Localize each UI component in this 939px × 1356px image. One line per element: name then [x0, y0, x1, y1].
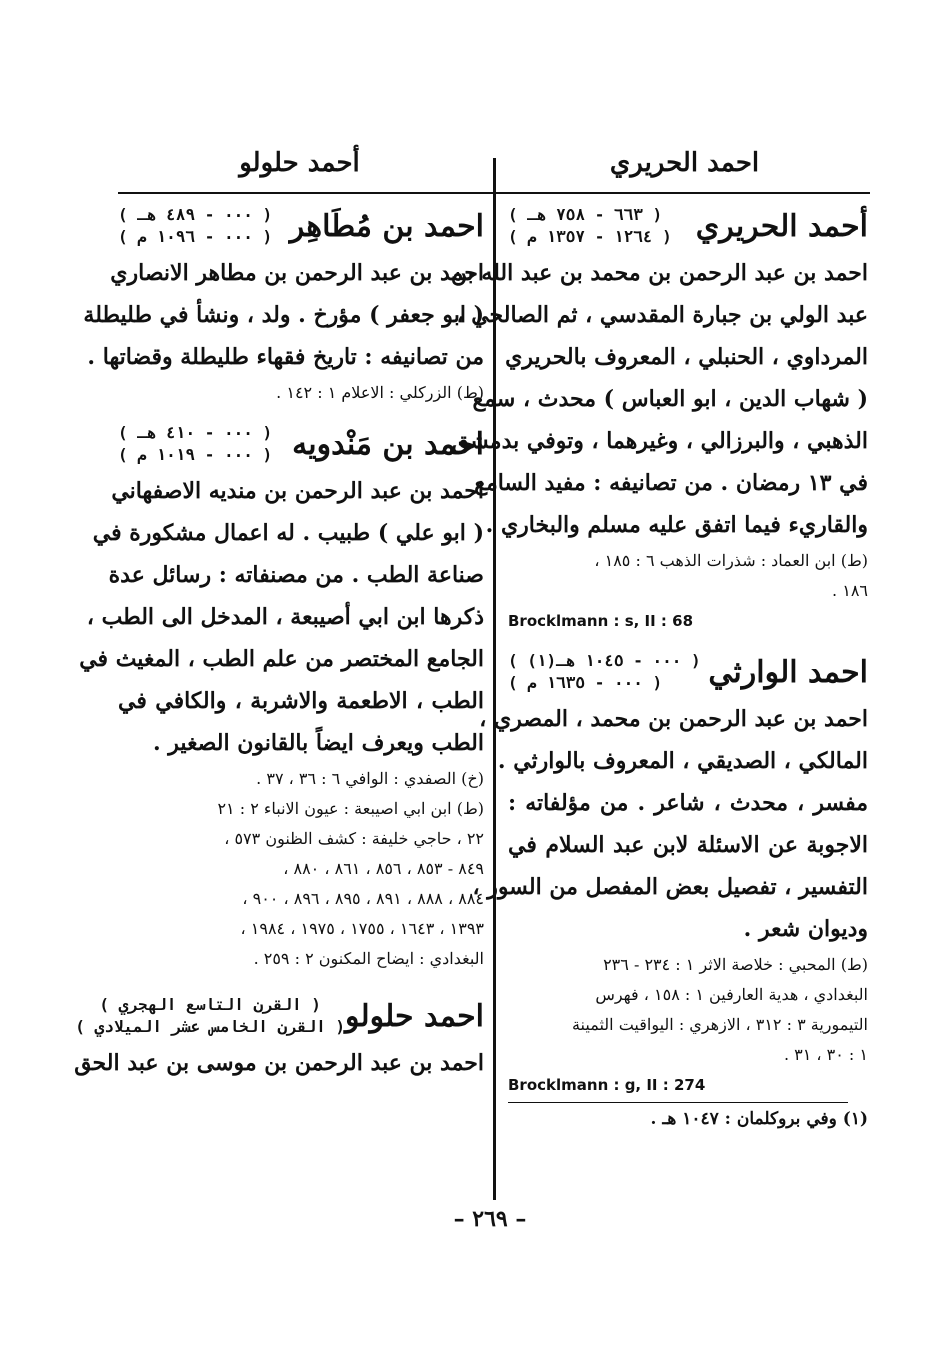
body-line: احمد بن عبد الرحمن بن موسى بن عبد الحق	[74, 1050, 484, 1076]
dates-gregorian: ( ٠٠٠ - ١٠١٩ م )	[118, 445, 273, 464]
entry-heading	[508, 204, 868, 248]
century-gregorian: ( القرن الخامس عشر الميلادي )	[75, 1017, 345, 1036]
reference-line: ٢٢ ، حاجي خليفة : كشف الظنون ٥٧٣ ،	[224, 829, 484, 848]
body-line: المرداوي ، الحنبلي ، المعروف بالحريري	[505, 344, 868, 370]
entry-dates	[508, 650, 701, 694]
header-right-title: احمد الحريري	[609, 148, 760, 178]
body-line: الاجوبة عن الاسئلة لابن عبد السلام في	[508, 832, 868, 858]
entry-body	[79, 470, 484, 764]
reference-line: (ط) ابن ابي اصيبعة : عيون الانباء ٢ : ٢١	[217, 799, 484, 818]
dates-hijri: ( ٠٠٠ - ٤٨٩ هـ )	[118, 205, 273, 224]
entry-heading	[508, 650, 868, 694]
page-number: – ٢٦٩ –	[453, 1206, 527, 1232]
latin-reference: Brocklmann : g, II : 274	[508, 1076, 706, 1094]
body-line: مفسر ، محدث ، شاعر . من مؤلفاته :	[508, 790, 868, 816]
body-line: ( ابو علي ) طبيب . له اعمال مشكورة في	[92, 520, 484, 546]
entry-references	[508, 546, 868, 606]
entry-dates	[118, 422, 272, 466]
body-line: ( ابو جعفر ) مؤرخ . ولد ، ونشأ في طليطلة	[83, 302, 484, 328]
reference-line: ١٣٩٣ ، ١٦٤٣ ، ١٧٥٥ ، ١٩٧٥ ، ١٩٨٤ ،	[240, 919, 484, 938]
entry-name: احمد الوارثي	[708, 654, 868, 690]
body-line: من تصانيفه : تاريخ فقهاء طليطلة وقضاتها .	[87, 344, 484, 370]
entry-body	[74, 1042, 484, 1084]
left-column	[74, 204, 484, 1084]
body-line: احمد بن عبد الرحمن بن محمد بن عبد الله بن	[450, 260, 868, 286]
entry-references	[508, 950, 868, 1070]
body-line: احمد بن عبد الرحمن بن منديه الاصفهاني	[111, 478, 484, 504]
header-left-title: أحمد حلولو	[239, 148, 360, 178]
body-line: في ١٣ رمضان . من تصانيفه : مفيد السامع	[474, 470, 868, 496]
page-header	[112, 148, 872, 190]
entry-body	[83, 252, 484, 378]
dates-gregorian: ( ٠٠٠ - ١٦٣٥ م )	[508, 673, 663, 692]
reference-line: ١ : ٣٠ ، ٣١ .	[783, 1045, 868, 1064]
body-line: احمد بن عبد الرحمن بن مطاهر الانصاري	[110, 260, 484, 286]
dates-hijri: ( ٠٠٠ - ٤١٠ هـ )	[118, 423, 273, 442]
latin-reference: Brocklmann : s, II : 68	[508, 612, 694, 630]
entry-name: احمد بن مَنْدويه	[292, 426, 484, 462]
body-line: الطب ، الاطعمة والاشربة ، والكافي في	[118, 688, 484, 714]
body-line: المالكي ، الصديقي ، المعروف بالوارثي .	[497, 748, 868, 774]
entry-references	[118, 378, 484, 408]
reference-line: ٨٨٤ ، ٨٨٨ ، ٨٩١ ، ٨٩٥ ، ٨٩٦ ، ٩٠٠ ،	[242, 889, 484, 908]
body-line: ذكرها ابن ابي أصيبعة ، المدخل الى الطب ،	[86, 604, 484, 630]
reference-line: ١٨٦ .	[832, 581, 868, 600]
entry-century	[75, 994, 345, 1038]
entry-heading	[118, 422, 484, 466]
body-line: والقاريء فيما اتفق عليه مسلم والبخاري .	[485, 512, 868, 538]
body-line: التفسير ، تفصيل بعض المفصل من السور ،	[472, 874, 868, 900]
entry-heading	[75, 994, 484, 1038]
body-line: صناعة الطب . من مصنفاته : رسائل عدة	[108, 562, 484, 588]
entry-heading	[118, 204, 484, 248]
entry-name: احمد بن مُطَاهِر	[289, 208, 484, 244]
reference-line: (ط) المحبي : خلاصة الاثر ١ : ٢٣٤ - ٢٣٦	[603, 955, 868, 974]
footnote: (١) وفي بروكلمان : ١٠٤٧ هـ .	[650, 1109, 868, 1129]
body-line: عبد الولي بن جبارة المقدسي ، ثم الصالحي ،	[456, 302, 868, 328]
reference-line: التيمورية ٣ : ٣١٢ ، الازهري : اليواقيت الثمينة	[571, 1015, 868, 1034]
entry-name: أحمد الحريري	[695, 208, 868, 244]
right-column	[450, 204, 868, 1135]
century-hijri: ( القرن التاسع الهجري )	[99, 995, 321, 1014]
body-line: احمد بن عبد الرحمن بن محمد ، المصري ،	[479, 706, 868, 732]
reference-line: (ط) الزركلي : الاعلام ١ : ١٤٢ .	[276, 383, 484, 402]
body-line: ( شهاب الدين ، ابو العباس ) محدث ، سمع	[472, 386, 868, 412]
entry-dates	[118, 204, 272, 248]
entry-body	[450, 252, 868, 546]
reference-line: (خ) الصفدي : الوافي ٦ : ٣٦ ، ٣٧ .	[256, 769, 484, 788]
body-line: وديوان شعر .	[743, 916, 868, 942]
reference-line: البغدادي : ايضاح المكنون ٢ : ٢٥٩ .	[253, 949, 484, 968]
entry-references	[118, 764, 484, 974]
dates-gregorian: ( ١٢٦٤ - ١٣٥٧ م )	[508, 227, 672, 246]
reference-line: (ط) ابن العماد : شذرات الذهب ٦ : ١٨٥ ،	[594, 551, 868, 570]
reference-line: البغدادي ، هدية العارفين ١ : ١٥٨ ، فهرس	[595, 985, 868, 1004]
entry-dates	[508, 204, 672, 248]
entry-body	[472, 698, 868, 950]
dates-hijri: ( ٦٦٣ - ٧٥٨ هـ )	[508, 205, 663, 224]
entry-spacer	[118, 974, 484, 994]
body-line: الذهبي ، والبرزالي ، وغيرهما ، وتوفي بدمشق	[451, 428, 868, 454]
body-line: الجامع المختصر من علم الطب ، المغيث في	[79, 646, 484, 672]
reference-line: ٨٤٩ - ٨٥٣ ، ٨٥٦ ، ٨٦١ ، ٨٨٠ ،	[283, 859, 484, 878]
entry-name: احمد حلولو	[344, 998, 484, 1034]
dates-hijri: ( ٠٠٠ - ١٠٤٥ هـ(١) )	[508, 651, 701, 670]
dates-gregorian: ( ٠٠٠ - ١٠٩٦ م )	[118, 227, 273, 246]
body-line: الطب ويعرف ايضاً بالقانون الصغير .	[152, 730, 484, 756]
entry-spacer	[118, 408, 484, 422]
